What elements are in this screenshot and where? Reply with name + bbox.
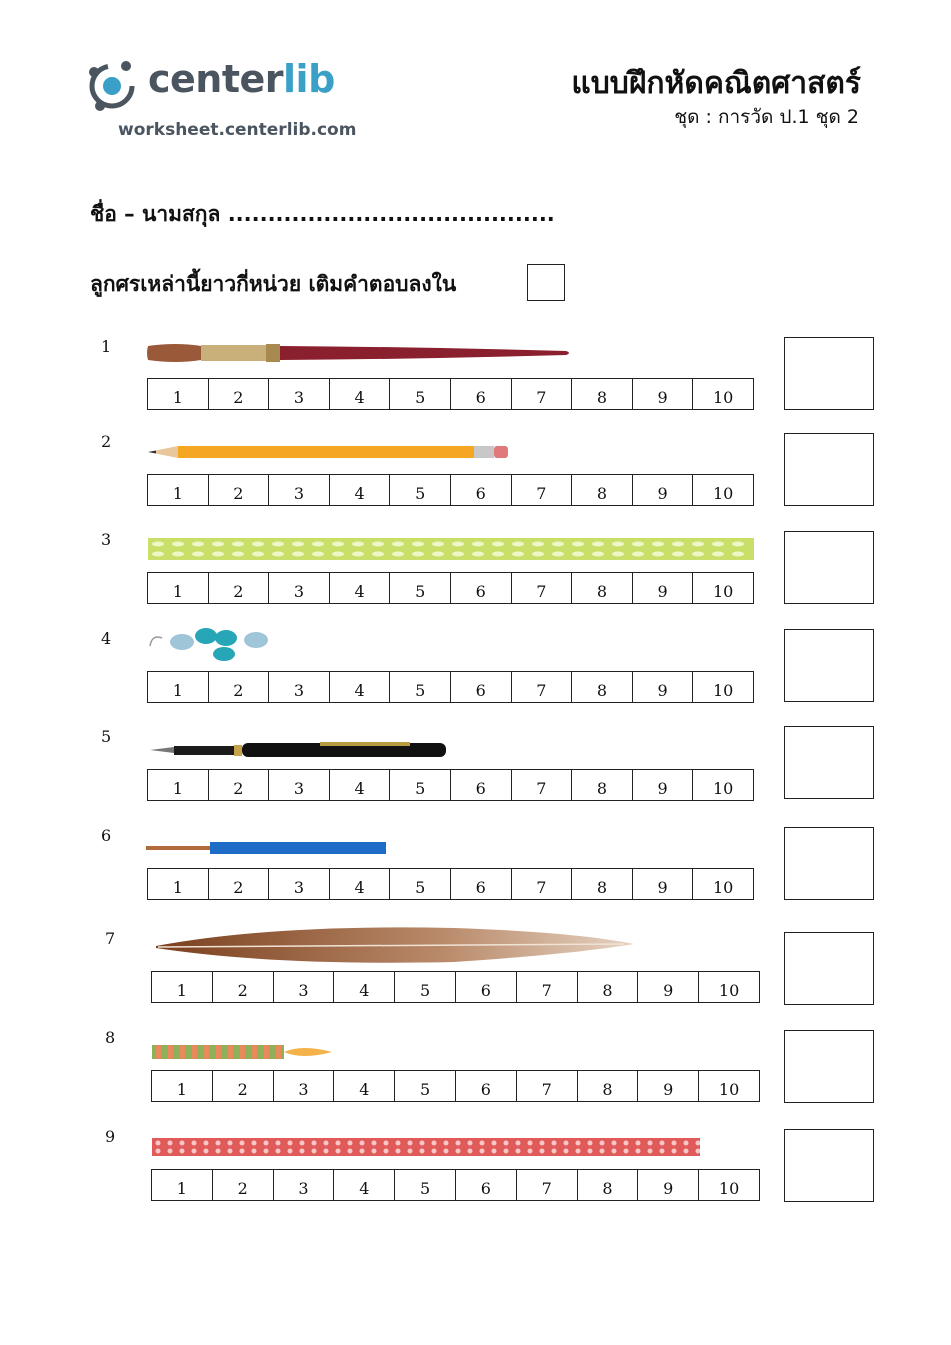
page-subtitle: ชุด : การวัด ป.1 ชุด 2	[674, 106, 859, 128]
question-number: 3	[101, 530, 112, 549]
ruler-unit-cell: 2	[209, 869, 270, 899]
ruler-unit-cell: 9	[633, 475, 694, 505]
ruler-unit-cell: 5	[395, 1071, 456, 1101]
ruler-unit-cell: 10	[693, 475, 754, 505]
ruler-unit-cell: 1	[148, 475, 209, 505]
ruler-unit-cell: 10	[693, 770, 754, 800]
ruler-unit-cell: 10	[693, 379, 754, 409]
ruler-unit-cell: 7	[512, 475, 573, 505]
question-number: 6	[101, 826, 112, 845]
ruler-unit-cell: 3	[274, 1071, 335, 1101]
ruler-unit-cell: 2	[209, 770, 270, 800]
ruler-unit-cell: 3	[269, 869, 330, 899]
question-number: 7	[105, 929, 116, 948]
answer-box[interactable]	[784, 337, 874, 410]
ruler-unit-cell: 4	[334, 1071, 395, 1101]
ruler-unit-cell: 2	[213, 1071, 274, 1101]
question-number: 8	[105, 1028, 116, 1047]
ruler-unit-cell: 9	[633, 672, 694, 702]
question-number: 2	[101, 432, 112, 451]
ruler-unit-cell: 1	[148, 869, 209, 899]
ruler-unit-cell: 2	[209, 475, 270, 505]
measuring-ruler	[147, 378, 754, 410]
ruler-unit-cell: 6	[456, 1071, 517, 1101]
answer-box[interactable]	[784, 1030, 874, 1103]
page-title: แบบฝึกหัดคณิตศาสตร์	[571, 66, 861, 101]
earring-icon	[148, 626, 270, 666]
measuring-ruler	[147, 671, 754, 703]
ruler-unit-cell: 7	[512, 573, 573, 603]
ruler-unit-cell: 2	[209, 672, 270, 702]
name-field-label: ชื่อ – นามสกุล .........................................	[90, 202, 555, 226]
ruler-unit-cell: 5	[390, 573, 451, 603]
ruler-unit-cell: 8	[572, 379, 633, 409]
ruler-unit-cell: 9	[633, 379, 694, 409]
ruler-unit-cell: 1	[152, 1170, 213, 1200]
answer-box[interactable]	[784, 932, 874, 1005]
answer-box[interactable]	[784, 629, 874, 702]
ruler-unit-cell: 9	[633, 869, 694, 899]
ruler-unit-cell: 7	[512, 672, 573, 702]
ruler-unit-cell: 6	[451, 379, 512, 409]
ruler-unit-cell: 10	[699, 972, 760, 1002]
ruler-unit-cell: 7	[517, 1071, 578, 1101]
pencil-icon	[148, 443, 510, 465]
ruler-unit-cell: 9	[633, 770, 694, 800]
measuring-ruler	[151, 1070, 760, 1102]
ruler-unit-cell: 8	[572, 770, 633, 800]
ruler-unit-cell: 6	[451, 869, 512, 899]
answer-box[interactable]	[784, 827, 874, 900]
ruler-unit-cell: 4	[330, 672, 391, 702]
ruler-unit-cell: 7	[512, 869, 573, 899]
measuring-ruler	[147, 868, 754, 900]
ruler-unit-cell: 7	[512, 379, 573, 409]
ruler-unit-cell: 6	[451, 475, 512, 505]
question-number: 1	[101, 337, 112, 356]
ruler-unit-cell: 1	[152, 1071, 213, 1101]
ruler-unit-cell: 10	[693, 672, 754, 702]
ruler-unit-cell: 5	[395, 1170, 456, 1200]
pen-icon	[150, 740, 448, 764]
ruler-unit-cell: 5	[390, 869, 451, 899]
measuring-ruler	[151, 971, 760, 1003]
ruler-unit-cell: 9	[638, 972, 699, 1002]
ruler-unit-cell: 4	[330, 379, 391, 409]
logo-url: worksheet.centerlib.com	[118, 120, 357, 140]
ruler-unit-cell: 4	[330, 869, 391, 899]
ruler-unit-cell: 8	[572, 672, 633, 702]
answer-box[interactable]	[784, 1129, 874, 1202]
ruler-unit-cell: 6	[451, 672, 512, 702]
instruction-answer-box-sample	[527, 264, 565, 301]
question-number: 5	[101, 727, 112, 746]
ruler-unit-cell: 6	[456, 1170, 517, 1200]
ruler-unit-cell: 10	[699, 1170, 760, 1200]
ruler-unit-cell: 4	[330, 475, 391, 505]
ruler-unit-cell: 6	[456, 972, 517, 1002]
ruler-unit-cell: 3	[274, 1170, 335, 1200]
answer-box[interactable]	[784, 433, 874, 506]
ruler-unit-cell: 6	[451, 770, 512, 800]
ruler-unit-cell: 8	[572, 475, 633, 505]
ruler-unit-cell: 7	[517, 972, 578, 1002]
ruler-unit-cell: 8	[572, 573, 633, 603]
ruler-unit-cell: 3	[274, 972, 335, 1002]
red-lace-ribbon-icon	[152, 1134, 700, 1164]
feather-icon	[154, 924, 636, 972]
ruler-unit-cell: 3	[269, 379, 330, 409]
ruler-unit-cell: 2	[213, 1170, 274, 1200]
ruler-unit-cell: 5	[390, 672, 451, 702]
answer-box[interactable]	[784, 726, 874, 799]
green-ribbon-icon	[148, 536, 754, 566]
ruler-unit-cell: 5	[390, 770, 451, 800]
paintbrush-icon	[146, 340, 572, 370]
logo-wordmark	[148, 57, 335, 101]
answer-box[interactable]	[784, 531, 874, 604]
ruler-unit-cell: 9	[638, 1071, 699, 1101]
question-number: 9	[105, 1127, 116, 1146]
question-number: 4	[101, 629, 112, 648]
ruler-unit-cell: 5	[395, 972, 456, 1002]
ruler-unit-cell: 10	[693, 573, 754, 603]
centerlib-logo-icon	[86, 58, 142, 114]
ruler-unit-cell: 5	[390, 475, 451, 505]
ruler-unit-cell: 7	[517, 1170, 578, 1200]
candle-icon	[152, 1040, 334, 1068]
wire-icon	[146, 840, 388, 860]
logo-word-part2: lib	[283, 57, 335, 101]
ruler-unit-cell: 5	[390, 379, 451, 409]
ruler-unit-cell: 4	[334, 1170, 395, 1200]
logo-word-part1: center	[148, 57, 284, 101]
ruler-unit-cell: 8	[578, 1170, 639, 1200]
ruler-unit-cell: 4	[334, 972, 395, 1002]
ruler-unit-cell: 2	[209, 379, 270, 409]
instruction-text: ลูกศรเหล่านี้ยาวกี่หน่วย เติมคำตอบลงใน	[90, 272, 457, 296]
ruler-unit-cell: 4	[330, 770, 391, 800]
ruler-unit-cell: 2	[213, 972, 274, 1002]
ruler-unit-cell: 3	[269, 672, 330, 702]
ruler-unit-cell: 9	[638, 1170, 699, 1200]
measuring-ruler	[147, 474, 754, 506]
ruler-unit-cell: 10	[699, 1071, 760, 1101]
ruler-unit-cell: 7	[512, 770, 573, 800]
ruler-unit-cell: 1	[148, 573, 209, 603]
ruler-unit-cell: 2	[209, 573, 270, 603]
ruler-unit-cell: 1	[148, 672, 209, 702]
ruler-unit-cell: 8	[578, 972, 639, 1002]
measuring-ruler	[147, 572, 754, 604]
ruler-unit-cell: 6	[451, 573, 512, 603]
ruler-unit-cell: 1	[152, 972, 213, 1002]
measuring-ruler	[147, 769, 754, 801]
ruler-unit-cell: 1	[148, 770, 209, 800]
ruler-unit-cell: 8	[578, 1071, 639, 1101]
centerlib-logo	[86, 58, 386, 148]
ruler-unit-cell: 1	[148, 379, 209, 409]
ruler-unit-cell: 3	[269, 475, 330, 505]
ruler-unit-cell: 10	[693, 869, 754, 899]
ruler-unit-cell: 9	[633, 573, 694, 603]
ruler-unit-cell: 3	[269, 770, 330, 800]
ruler-unit-cell: 4	[330, 573, 391, 603]
ruler-unit-cell: 8	[572, 869, 633, 899]
measuring-ruler	[151, 1169, 760, 1201]
ruler-unit-cell: 3	[269, 573, 330, 603]
